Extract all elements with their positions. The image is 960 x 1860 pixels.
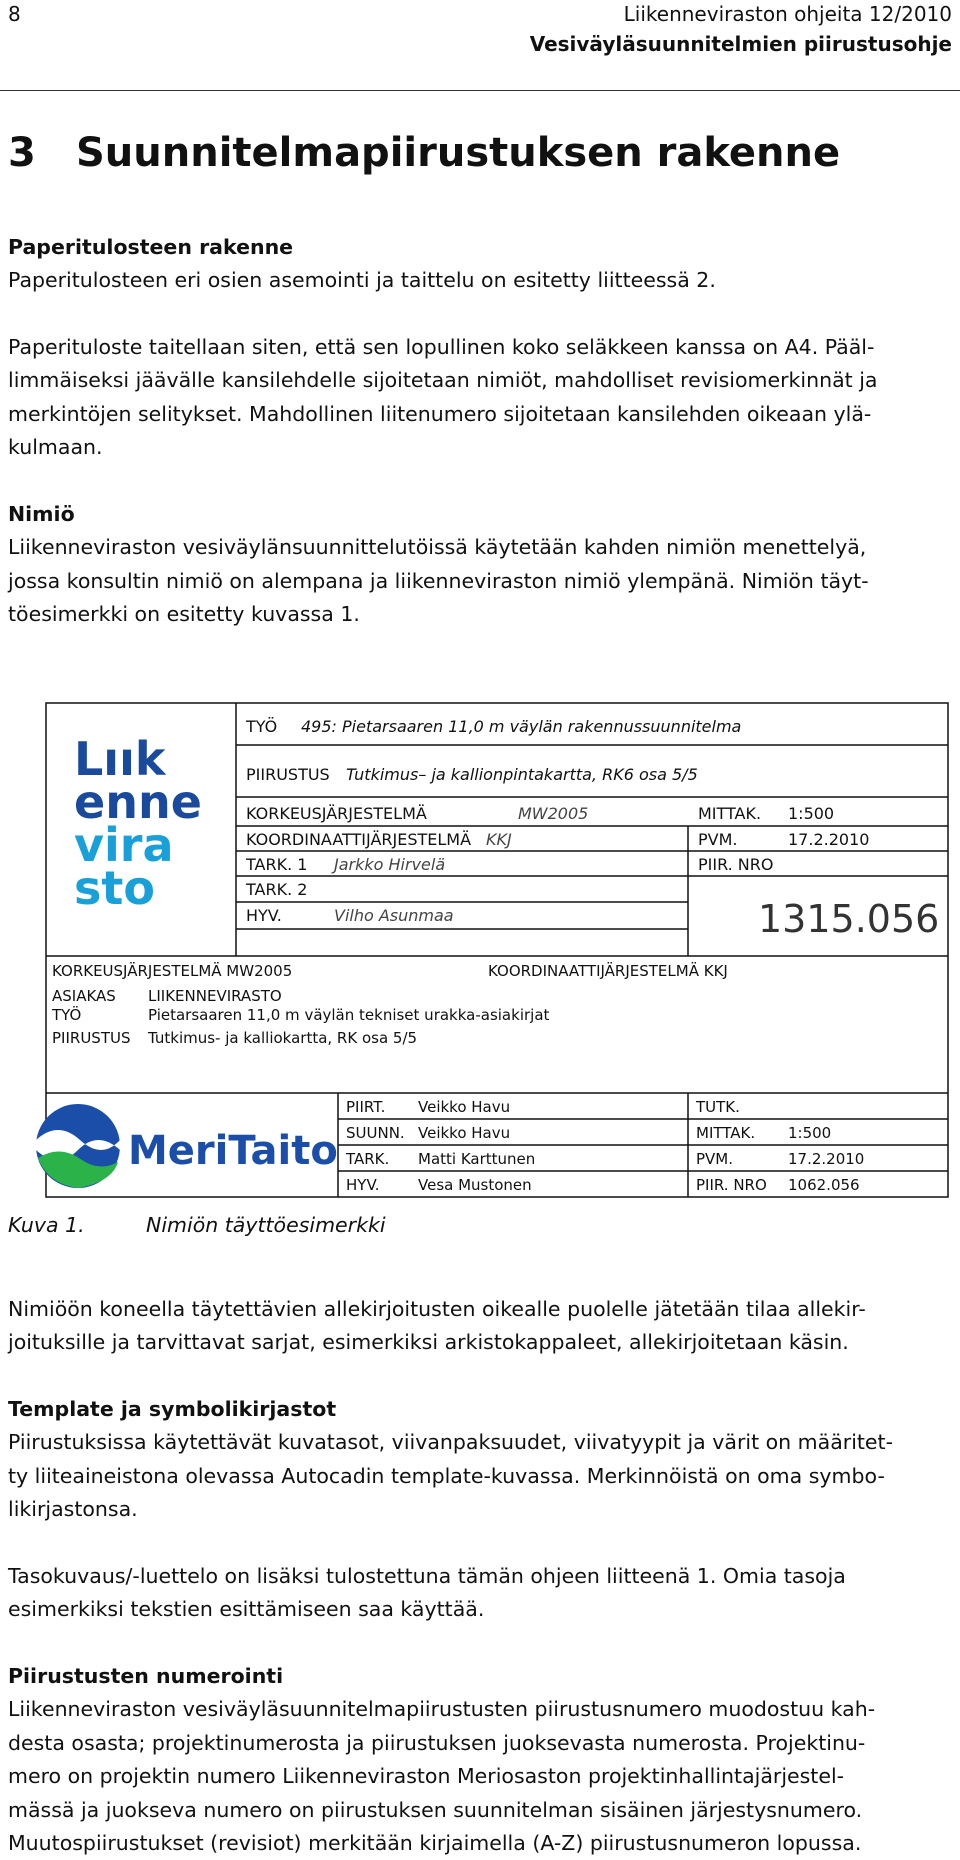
text-line: ty liiteaineistona olevassa Autocadin template-kuvassa. Merkinnöistä on oma symbo- bbox=[8, 1463, 885, 1488]
chapter-number: 3 bbox=[8, 130, 36, 176]
middle-asiakas-label: ASIAKAS bbox=[52, 987, 116, 1005]
upper-piirnro-label: PIIR. NRO bbox=[698, 855, 774, 874]
lower-piirnro-label: PIIR. NRO bbox=[696, 1176, 767, 1194]
upper-koord-label: KOORDINAATTIJÄRJESTELMÄ bbox=[246, 830, 472, 849]
text-line: mero on projektin numero Liikenneviraston Meriosaston projektinhallintajärjestel- bbox=[8, 1764, 845, 1789]
upper-mittak-value: 1:500 bbox=[788, 804, 835, 823]
section-nimio bbox=[8, 498, 952, 632]
paragraph bbox=[8, 1293, 952, 1360]
middle-tyo-value: Pietarsaaren 11,0 m väylän tekniset urakka-asiakirjat bbox=[148, 1006, 550, 1024]
upper-tark1-label: TARK. 1 bbox=[246, 855, 308, 874]
upper-tark1-value: Jarkko Hirvelä bbox=[334, 855, 446, 874]
text-line: Liikenneviraston vesiväylänsuunnittelutöissä käytetään kahden nimiön menettelyä, bbox=[8, 535, 867, 560]
lower-pvm-value: 17.2.2010 bbox=[788, 1150, 865, 1168]
lower-pvm-label: PVM. bbox=[696, 1150, 734, 1168]
upper-tark2-label: TARK. 2 bbox=[246, 880, 308, 899]
section-numerointi bbox=[8, 1660, 952, 1860]
lower-piirt-label: PIIRT. bbox=[346, 1098, 386, 1116]
lower-piirnro-value: 1062.056 bbox=[788, 1176, 860, 1194]
upper-pvm-label: PVM. bbox=[698, 830, 738, 849]
caption-text: Nimiön täyttöesimerkki bbox=[146, 1213, 386, 1237]
lower-piirt-value: Veikko Havu bbox=[418, 1098, 511, 1116]
upper-korkeus-value: MW2005 bbox=[518, 804, 589, 823]
series-title: Liikenneviraston ohjeita 12/2010 bbox=[623, 2, 952, 26]
text-line: Muutospiirustukset (revisiot) merkitään kirjaimella (A-Z) piirustusnumeron lopussa. bbox=[8, 1831, 862, 1856]
section-heading: Nimiö bbox=[8, 502, 75, 526]
text-line: Piirustuksissa käytettävät kuvatasot, viivanpaksuudet, viivatyypit ja värit on määritet- bbox=[8, 1430, 893, 1455]
chapter-heading bbox=[8, 130, 840, 176]
text-line: mässä ja juokseva numero on piirustuksen suunnitelman sisäinen järjestysnumero. bbox=[8, 1797, 863, 1822]
middle-piirustus-label: PIIRUSTUS bbox=[52, 1029, 131, 1047]
lower-tark-label: TARK. bbox=[346, 1150, 390, 1168]
page-number: 8 bbox=[8, 2, 21, 26]
caption-label: Kuva 1. bbox=[8, 1213, 85, 1237]
text-line: Liikenneviraston vesiväyläsuunnitelmapiirustusten piirustusnumero muodostuu kah- bbox=[8, 1697, 876, 1722]
text-line: Paperitulosteen eri osien asemointi ja taittelu on esitetty liitteessä 2. bbox=[8, 268, 716, 293]
meritaito-logo bbox=[36, 1104, 338, 1188]
lower-suunn-label: SUUNN. bbox=[346, 1124, 405, 1142]
meritaito-wordmark: MeriTaito bbox=[128, 1128, 338, 1174]
upper-tyo-label: TYÖ bbox=[246, 717, 278, 736]
section-heading: Template ja symbolikirjastot bbox=[8, 1397, 337, 1421]
document-title: Vesiväyläsuunnitelmien piirustusohje bbox=[529, 32, 952, 56]
paragraph bbox=[8, 331, 952, 465]
middle-tyo-label: TYÖ bbox=[52, 1006, 82, 1024]
upper-korkeus-label: KORKEUSJÄRJESTELMÄ bbox=[246, 804, 427, 823]
text-line: likirjastonsa. bbox=[8, 1497, 138, 1522]
logo-line: Lıık bbox=[74, 732, 166, 786]
chapter-title: Suunnitelmapiirustuksen rakenne bbox=[76, 130, 841, 176]
middle-koord: KOORDINAATTIJÄRJESTELMÄ KKJ bbox=[488, 962, 728, 980]
text-line: Paperituloste taitellaan siten, että sen lopullinen koko seläkkeen kanssa on A4. Pääl- bbox=[8, 335, 875, 359]
text-line: desta osasta; projektinumerosta ja piirustuksen juoksevasta numerosta. Projektinu- bbox=[8, 1730, 866, 1755]
lower-hyv-value: Vesa Mustonen bbox=[418, 1176, 532, 1194]
text-line: esimerkiksi tekstien esittämiseen saa käyttää. bbox=[8, 1597, 485, 1622]
lower-mittak-label: MITTAK. bbox=[696, 1124, 756, 1142]
logo-line: sto bbox=[74, 861, 155, 915]
text-line: merkintöjen selitykset. Mahdollinen liitenumero sijoitetaan kansilehden oikeaan ylä- bbox=[8, 401, 872, 426]
liikennevirasto-logo bbox=[74, 732, 202, 915]
logo-line: enne bbox=[74, 775, 202, 829]
upper-hyv-value: Vilho Asunmaa bbox=[334, 906, 454, 925]
upper-tyo-value: 495: Pietarsaaren 11,0 m väylän rakennussuunnitelma bbox=[301, 717, 742, 736]
text-line: limmäiseksi jäävälle kansilehdelle sijoitetaan nimiöt, mahdolliset revisiomerkinnät ja bbox=[8, 368, 878, 393]
upper-hyv-label: HYV. bbox=[246, 906, 282, 925]
lower-suunn-value: Veikko Havu bbox=[418, 1124, 511, 1142]
text-line: töesimerkki on esitetty kuvassa 1. bbox=[8, 602, 360, 627]
upper-mittak-label: MITTAK. bbox=[698, 804, 762, 823]
upper-pvm-value: 17.2.2010 bbox=[788, 830, 870, 849]
text-line: joituksille ja tarvittavat sarjat, esimerkiksi arkistokappaleet, allekirjoitetaan käsin. bbox=[8, 1330, 849, 1355]
paragraph bbox=[8, 1560, 952, 1627]
title-block-figure bbox=[8, 700, 952, 1200]
text-line: Tasokuvaus/-luettelo on lisäksi tulostettuna tämän ohjeen liitteenä 1. Omia tasoja bbox=[8, 1564, 846, 1588]
middle-asiakas-value: LIIKENNEVIRASTO bbox=[148, 987, 282, 1005]
middle-piirustus-value: Tutkimus- ja kalliokartta, RK osa 5/5 bbox=[148, 1029, 418, 1047]
upper-koord-value: KKJ bbox=[486, 830, 512, 849]
section-paperitulosteen bbox=[8, 231, 952, 298]
upper-piirustus-label: PIIRUSTUS bbox=[246, 765, 330, 784]
lower-hyv-label: HYV. bbox=[346, 1176, 380, 1194]
text-line: kulmaan. bbox=[8, 435, 103, 460]
header-divider bbox=[0, 90, 960, 91]
section-heading: Piirustusten numerointi bbox=[8, 1664, 284, 1688]
upper-piirustus-value: Tutkimus– ja kallionpintakartta, RK6 osa 5/5 bbox=[346, 765, 698, 784]
text-line: jossa konsultin nimiö on alempana ja liikenneviraston nimiö ylempänä. Nimiön täyt- bbox=[8, 568, 869, 593]
lower-tutk-label: TUTK. bbox=[696, 1098, 740, 1116]
lower-mittak-value: 1:500 bbox=[788, 1124, 832, 1142]
upper-piirnro-value: 1315.056 bbox=[758, 897, 940, 941]
figure-caption bbox=[8, 1213, 386, 1237]
logo-line: vira bbox=[74, 818, 174, 872]
section-template bbox=[8, 1393, 952, 1527]
middle-korkeus: KORKEUSJÄRJESTELMÄ MW2005 bbox=[52, 962, 293, 980]
text-line: Nimiöön koneella täytettävien allekirjoitusten oikealle puolelle jätetään tilaa allekir- bbox=[8, 1297, 866, 1321]
section-heading: Paperitulosteen rakenne bbox=[8, 235, 294, 259]
lower-tark-value: Matti Karttunen bbox=[418, 1150, 536, 1168]
